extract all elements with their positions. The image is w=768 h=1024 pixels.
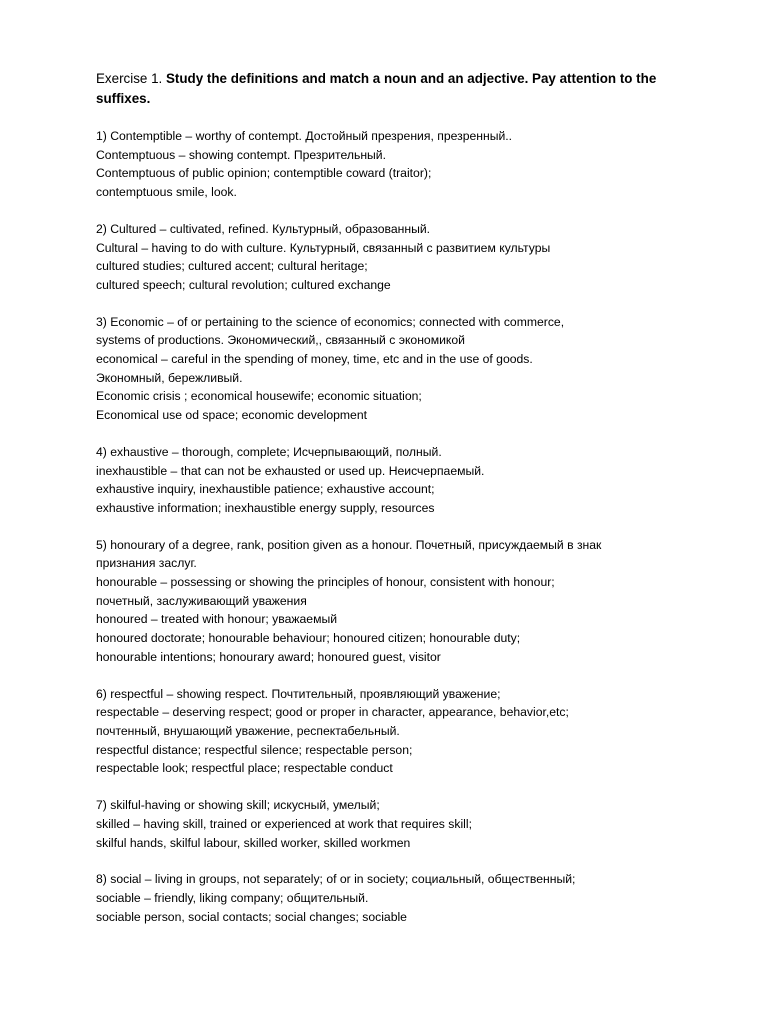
definition-line: honoured – treated with honour; уважаемый <box>96 612 338 627</box>
definition-line: Contemptuous – showing contempt. Презрительный. <box>96 147 387 162</box>
definition-line: skilful hands, skilful labour, skilled worker, skilled workmen <box>96 835 411 850</box>
definition-line: exhaustive inquiry, inexhaustible patience; exhaustive account; <box>96 482 435 497</box>
definition-line: systems of productions. Экономический,, связанный с экономикой <box>96 333 465 348</box>
definition-line: 4) exhaustive – thorough, complete; Исчерпывающий, полный. <box>96 444 442 459</box>
definition-section <box>96 127 716 202</box>
exercise-label: Exercise 1. <box>96 71 166 86</box>
exercise-instruction-line-1: Study the definitions and match a noun and an adjective. Pay attention to the <box>165 71 657 86</box>
definition-line: Economic crisis ; economical housewife; economic situation; <box>96 389 422 404</box>
definition-line: inexhaustible – that can not be exhausted or used up. Неисчерпаемый. <box>96 463 485 478</box>
definition-line: honourable – possessing or showing the principles of honour, consistent with honour; <box>96 575 555 590</box>
definition-line: 1) Contemptible – worthy of contempt. Достойный презрения, презренный.. <box>96 129 513 143</box>
definition-line: 7) skilful-having or showing skill; искусный, умелый; <box>96 798 380 813</box>
definition-line: 5) honourary of a degree, rank, position given as a honour. Почетный, присуждаемый в знак <box>96 537 602 552</box>
definition-line: Экономный, бережливый. <box>96 370 243 385</box>
definition-line: cultured studies; cultured accent; cultural heritage; <box>96 259 368 274</box>
definition-line: skilled – having skill, trained or experienced at work that requires skill; <box>96 816 472 831</box>
definition-line: 8) social – living in groups, not separately; of or in society; социальный, общественный; <box>96 872 576 887</box>
definition-line: respectable – deserving respect; good or proper in character, appearance, behavior,etc; <box>96 705 569 720</box>
definition-line: cultured speech; cultural revolution; cultured exchange <box>96 277 391 292</box>
definition-line: honourable intentions; honourary award; honoured guest, visitor <box>96 649 441 664</box>
definition-line: признания заслуг. <box>96 556 197 571</box>
definition-line: Contemptuous of public opinion; contemptible coward (traitor); <box>96 166 432 181</box>
definition-line: contemptuous smile, look. <box>96 185 237 200</box>
definition-line: почетный, заслуживающий уважения <box>96 593 307 608</box>
definition-line: exhaustive information; inexhaustible energy supply, resources <box>96 500 435 515</box>
definition-line: honoured doctorate; honourable behaviour; honoured citizen; honourable duty; <box>96 631 521 646</box>
document-page <box>96 69 716 944</box>
definition-section <box>96 796 716 852</box>
definition-line: sociable – friendly, liking company; общительный. <box>96 890 369 905</box>
definition-line: sociable person, social contacts; social changes; sociable <box>96 909 407 924</box>
definition-section <box>96 536 716 667</box>
definition-line: respectful distance; respectful silence; respectable person; <box>96 742 413 757</box>
definition-line: 6) respectful – showing respect. Почтительный, проявляющий уважение; <box>96 686 501 701</box>
definition-line: economical – careful in the spending of money, time, etc and in the use of goods. <box>96 352 533 367</box>
definition-line: respectable look; respectful place; respectable conduct <box>96 761 393 776</box>
definition-sections <box>96 127 716 926</box>
definition-line: Economical use od space; economic development <box>96 408 367 423</box>
definition-line: 2) Cultured – cultivated, refined. Культурный, образованный. <box>96 221 431 236</box>
exercise-instruction-line-2: suffixes. <box>96 91 151 106</box>
definition-section <box>96 313 716 425</box>
definition-line: Cultural – having to do with culture. Культурный, связанный с развитием культуры <box>96 240 551 255</box>
definition-section <box>96 443 716 518</box>
definition-line: 3) Economic – of or pertaining to the science of economics; connected with commerce, <box>96 314 565 329</box>
definition-section <box>96 685 716 779</box>
definition-section <box>96 870 716 926</box>
definition-line: почтенный, внушающий уважение, респектабельный. <box>96 723 400 738</box>
exercise-heading <box>96 69 716 109</box>
definition-section <box>96 220 716 295</box>
